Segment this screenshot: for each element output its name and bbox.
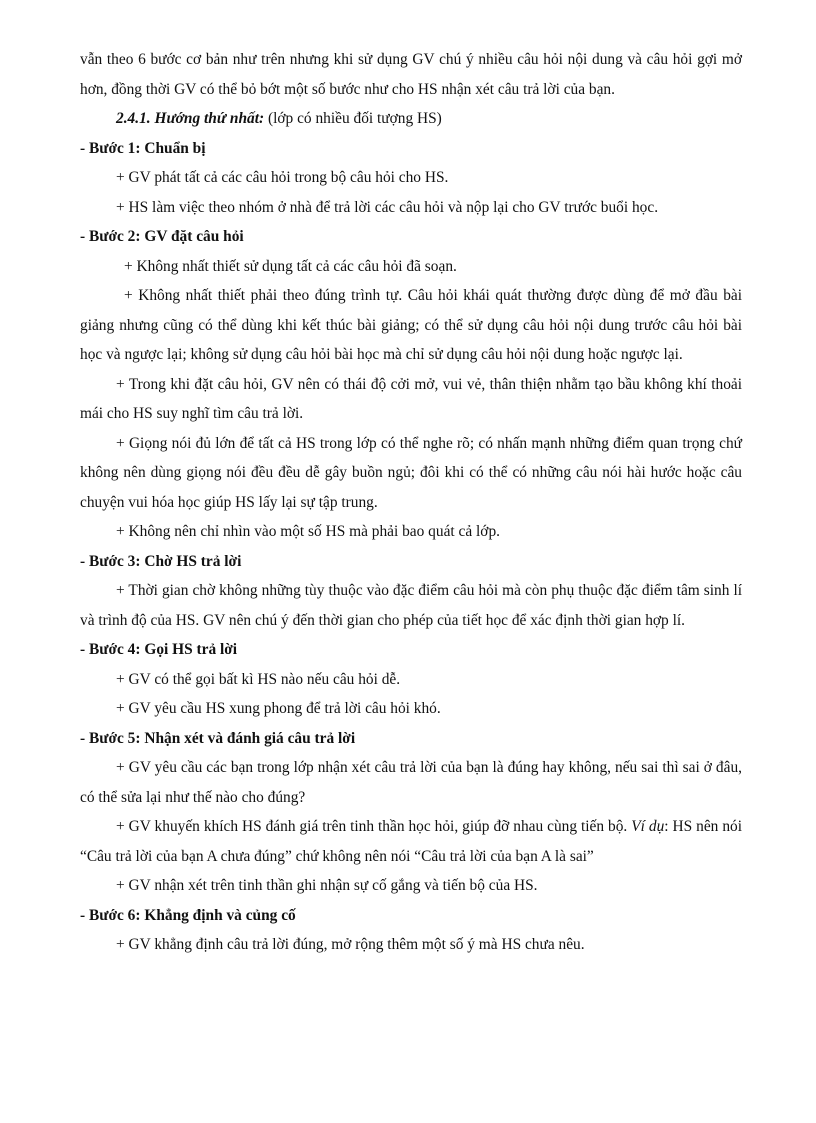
step-5-item-1: + GV yêu cầu các bạn trong lớp nhận xét câu trả lời của bạn là đúng hay không, nếu sai thì sai ở đâu, có thể sửa lại như thế nào cho đúng? xyxy=(80,759,742,806)
step-2-item-5: + Không nên chỉ nhìn vào một số HS mà phải bao quát cả lớp. xyxy=(116,523,500,540)
step-1-title: - Bước 1: Chuẩn bị xyxy=(80,139,206,157)
document-body xyxy=(80,45,742,960)
step-2-item-1: + Không nhất thiết sử dụng tất cả các câu hỏi đã soạn. xyxy=(124,257,457,275)
step-3-item-1: + Thời gian chờ không những tùy thuộc vào đặc điểm câu hỏi mà còn phụ thuộc đặc điểm tâm sinh lí và trình độ của HS. GV nên chú ý đến thời gian cho phép của tiết học để xác định thời gian hợp lí. xyxy=(80,582,742,629)
section-note: (lớp có nhiều đối tượng HS) xyxy=(264,110,442,127)
section-number-title: 2.4.1. Hướng thứ nhất: xyxy=(116,110,265,127)
section-heading xyxy=(80,104,742,134)
step-2-item-2: + Không nhất thiết phải theo đúng trình tự. Câu hỏi khái quát thường được dùng để mở đầu bài giảng nhưng cũng có thể dùng khi kết thúc bài giảng; có thể sử dụng câu hỏi nội dung trước câu hỏi bài học và ngược lại; không sử dụng câu hỏi bài học mà chỉ sử dụng câu hỏi nội dung hoặc ngược lại. xyxy=(80,287,742,363)
step-2-item-4: + Giọng nói đủ lớn để tất cả HS trong lớp có thể nghe rõ; có nhấn mạnh những điểm quan trọng chứ không nên dùng giọng nói đều đều dễ gây buồn ngủ; đôi khi có thể có những câu nói hài hước hoặc câu chuyện vui hóa học giúp HS lấy lại sự tập trung. xyxy=(80,434,742,511)
step-5-item-2-rest: : HS nên nói “Câu trả lời của bạn A chưa đúng” chứ không nên nói “Câu trả lời của bạn A là sai” xyxy=(80,818,742,865)
step-5-item-3: + GV nhận xét trên tinh thần ghi nhận sự cố gắng và tiến bộ của HS. xyxy=(116,877,538,894)
step-4-item-1: + GV có thể gọi bất kì HS nào nếu câu hỏi dễ. xyxy=(116,670,401,688)
step-4-item-2: + GV yêu cầu HS xung phong để trả lời câu hỏi khó. xyxy=(116,700,441,717)
step-4-title: - Bước 4: Gọi HS trả lời xyxy=(80,641,238,658)
step-5-title: - Bước 5: Nhận xét và đánh giá câu trả lời xyxy=(80,729,356,747)
example-label: Ví dụ xyxy=(631,818,665,835)
step-2-title: - Bước 2: GV đặt câu hỏi xyxy=(80,228,244,245)
step-5-item-2-lead: + GV khuyến khích HS đánh giá trên tinh thần học hỏi, giúp đỡ nhau cùng tiến bộ. xyxy=(116,818,632,835)
step-2-item-3: + Trong khi đặt câu hỏi, GV nên có thái độ cởi mở, vui vẻ, thân thiện nhằm tạo bầu không khí thoải mái cho HS suy nghĩ tìm câu trả lời. xyxy=(80,375,742,422)
step-3-title: - Bước 3: Chờ HS trả lời xyxy=(80,552,242,570)
intro-paragraph: vẫn theo 6 bước cơ bản như trên nhưng khi sử dụng GV chú ý nhiều câu hỏi nội dung và câu hỏi gợi mở hơn, đồng thời GV có thể bỏ bớt một số bước như cho HS nhận xét câu trả lời của bạn. xyxy=(80,51,742,98)
step-1-item-1: + GV phát tất cả các câu hỏi trong bộ câu hỏi cho HS. xyxy=(116,169,449,186)
step-6-title: - Bước 6: Khẳng định và củng cố xyxy=(80,906,296,924)
step-5-item-2 xyxy=(80,812,742,871)
step-6-item-1: + GV khẳng định câu trả lời đúng, mở rộng thêm một số ý mà HS chưa nêu. xyxy=(116,936,585,953)
step-1-item-2: + HS làm việc theo nhóm ở nhà để trả lời các câu hỏi và nộp lại cho GV trước buổi học. xyxy=(116,198,659,216)
